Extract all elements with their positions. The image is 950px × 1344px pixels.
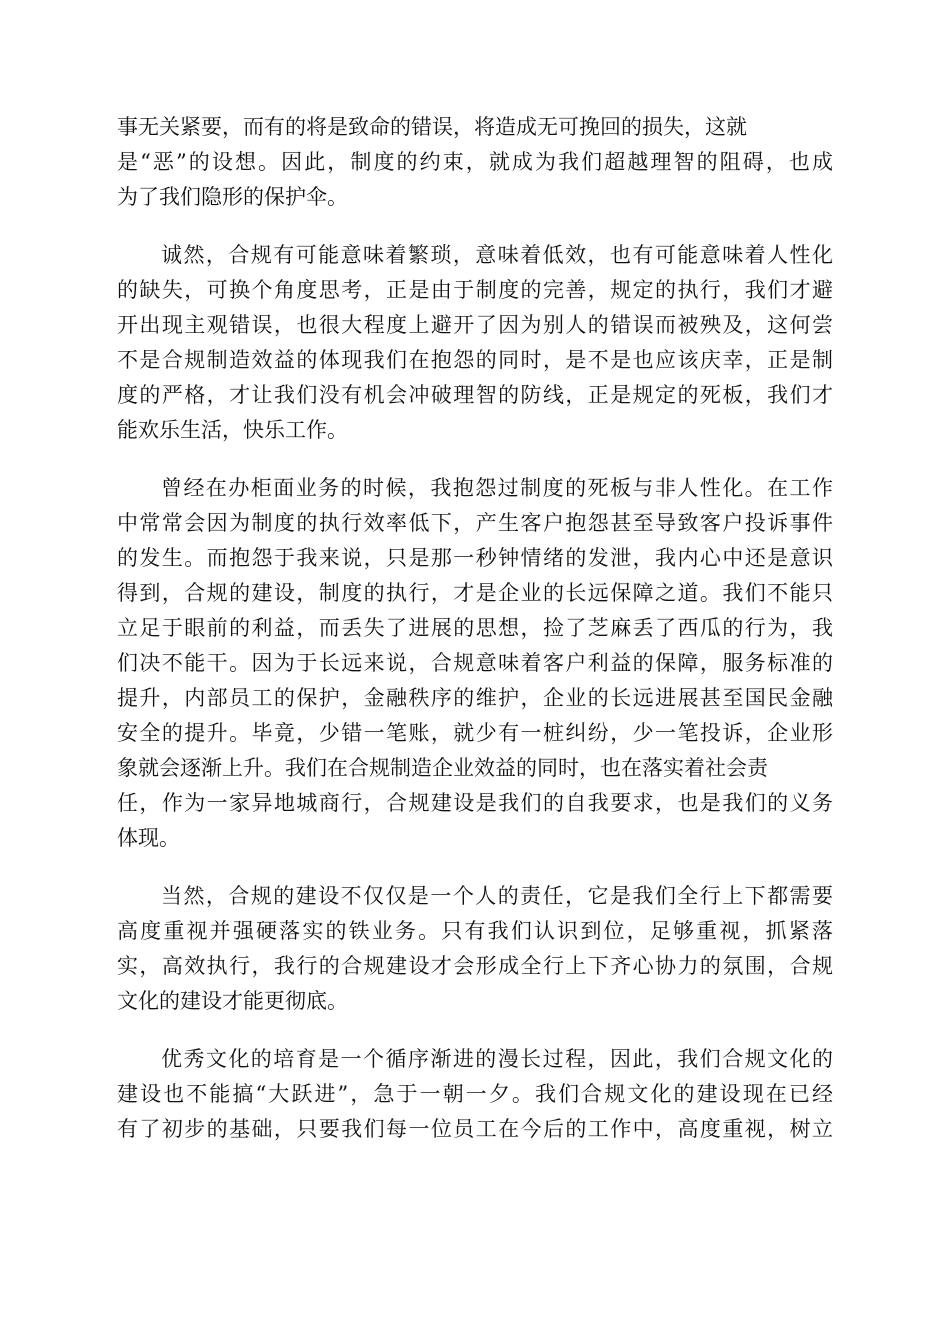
text-line: 安全的提升。毕竟，少错一笔账，就少有一桩纠纷，少一笔投诉，企业形	[117, 721, 833, 745]
text-line: 度的严格，才让我们没有机会冲破理智的防线，正是规定的死板，我们才	[117, 383, 833, 407]
text-line: 得到，合规的建设，制度的执行，才是企业的长远保障之道。我们不能只	[117, 581, 833, 605]
text-line: 为了我们隐形的保护伞。	[117, 185, 348, 209]
paragraph-3	[117, 471, 833, 856]
text-line: 建设也不能搞“大跃进”，急于一朝一夕。我们合规文化的建设现在已经	[117, 1082, 833, 1106]
text-line: 能欢乐生活，快乐工作。	[117, 418, 348, 442]
text-line: 不是合规制造效益的体现我们在抱怨的同时，是不是也应该庆幸，正是制	[117, 348, 833, 372]
text-line: 是“恶”的设想。因此，制度的约束，就成为我们超越理智的阻碍，也成	[117, 150, 833, 174]
text-line: 实，高效执行，我行的合规建设才会形成全行上下齐心协力的氛围，合规	[117, 954, 833, 978]
text-line: 立足于眼前的利益，而丢失了进展的思想，捡了芝麻丢了西瓜的行为，我	[117, 616, 833, 640]
paragraph-2	[117, 238, 833, 448]
text-line: 中常常会因为制度的执行效率低下，产生客户抱怨甚至导致客户投诉事件	[117, 511, 833, 535]
text-line: 高度重视并强硬落实的铁业务。只有我们认识到位，足够重视，抓紧落	[117, 919, 833, 943]
text-line: 文化的建设才能更彻底。	[117, 989, 348, 1013]
text-line: 提升，内部员工的保护，金融秩序的维护，企业的长远进展甚至国民金融	[117, 686, 833, 710]
text-line: 开出现主观错误，也很大程度上避开了因为别人的错误而被殃及，这何尝	[117, 313, 833, 337]
paragraph-4	[117, 879, 833, 1019]
paragraph-5	[117, 1042, 833, 1147]
paragraph-1	[117, 110, 833, 215]
text-line: 事无关紧要，而有的将是致命的错误，将造成无可挽回的损失，这就	[117, 115, 747, 139]
text-line: 的发生。而抱怨于我来说，只是那一秒钟情绪的发泄，我内心中还是意识	[117, 546, 833, 570]
text-line: 任，作为一家异地城商行，合规建设是我们的自我要求，也是我们的义务	[117, 791, 833, 815]
text-line: 们决不能干。因为于长远来说，合规意味着客户利益的保障，服务标准的	[117, 651, 833, 675]
text-line: 象就会逐渐上升。我们在合规制造企业效益的同时，也在落实着社会责	[117, 756, 768, 780]
text-line: 有了初步的基础，只要我们每一位员工在今后的工作中，高度重视，树立	[117, 1117, 833, 1141]
text-line: 的缺失，可换个角度思考，正是由于制度的完善，规定的执行，我们才避	[117, 278, 833, 302]
text-line: 体现。	[117, 826, 180, 850]
document-body	[117, 110, 833, 1170]
text-line: 当然，合规的建设不仅仅是一个人的责任，它是我们全行上下都需要	[161, 884, 833, 908]
text-line: 曾经在办柜面业务的时候，我抱怨过制度的死板与非人性化。在工作	[161, 476, 833, 500]
text-line: 优秀文化的培育是一个循序渐进的漫长过程，因此，我们合规文化的	[161, 1047, 833, 1071]
text-line: 诚然，合规有可能意味着繁琐，意味着低效，也有可能意味着人性化	[161, 243, 833, 267]
